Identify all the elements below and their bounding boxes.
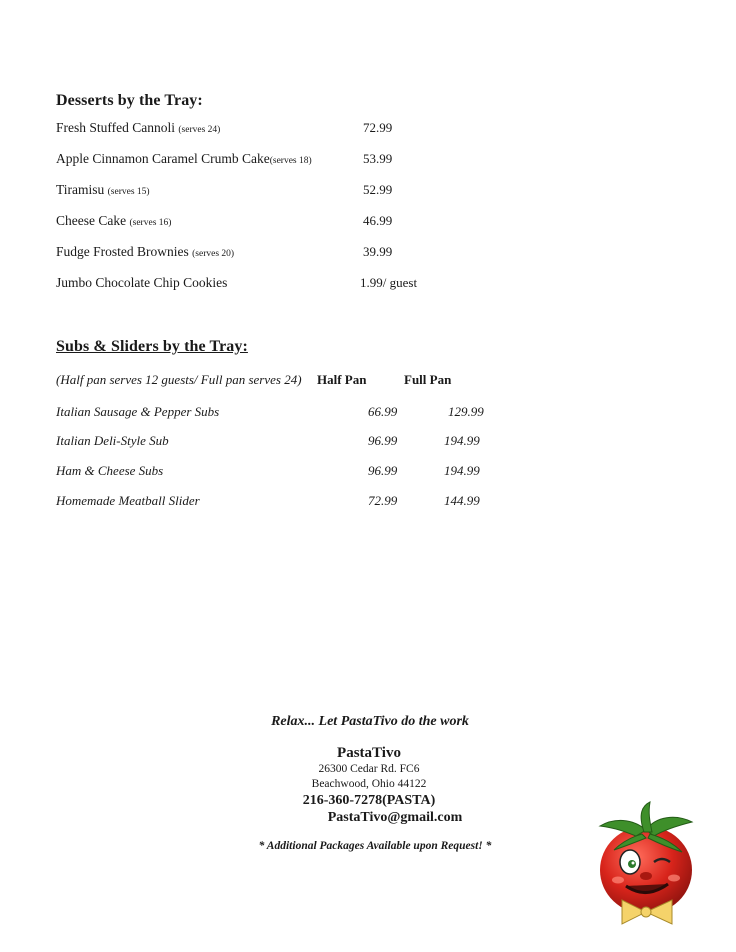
dessert-item [56, 120, 220, 136]
sub-half-price: 66.99 [368, 404, 398, 419]
dessert-item [56, 182, 150, 198]
dessert-item [56, 213, 171, 229]
email-address[interactable]: PastaTivo@gmail.com [327, 810, 463, 825]
business-name: PastaTivo [337, 745, 401, 761]
dessert-name: Cheese Cake [56, 213, 127, 228]
subs-serving-note: (Half pan serves 12 guests/ Full pan serves 24) [56, 372, 302, 387]
dessert-item [56, 151, 312, 167]
dessert-serves: (serves 24) [178, 125, 221, 135]
dessert-name: Tiramisu [56, 182, 105, 197]
sub-item-name: Italian Deli-Style Sub [56, 433, 169, 448]
sub-half-price: 72.99 [368, 493, 398, 508]
sub-full-price: 194.99 [444, 463, 480, 478]
half-pan-header: Half Pan [317, 372, 367, 387]
sub-half-price: 96.99 [368, 433, 398, 448]
dessert-price: 72.99 [363, 120, 393, 135]
dessert-item [56, 244, 234, 260]
dessert-item [56, 275, 227, 291]
dessert-name: Jumbo Chocolate Chip Cookies [56, 275, 228, 290]
subs-heading: Subs & Sliders by the Tray: [56, 338, 248, 355]
sub-item-name: Italian Sausage & Pepper Subs [56, 404, 220, 419]
phone-number: 216-360-7278(PASTA) [302, 793, 436, 808]
desserts-heading: Desserts by the Tray: [56, 92, 203, 109]
full-pan-header: Full Pan [404, 372, 452, 387]
dessert-price: 53.99 [363, 151, 393, 166]
dessert-price: 1.99/ guest [360, 275, 418, 290]
dessert-name: Fudge Frosted Brownies [56, 244, 189, 259]
sub-full-price: 194.99 [444, 433, 480, 448]
dessert-price: 46.99 [363, 213, 393, 228]
sub-item-name: Homemade Meatball Slider [56, 493, 200, 508]
dessert-price: 39.99 [363, 244, 393, 259]
sub-full-price: 129.99 [448, 404, 484, 419]
tomato-body [600, 826, 692, 914]
sub-item-name: Ham & Cheese Subs [56, 463, 164, 478]
dessert-name: Fresh Stuffed Cannoli [56, 120, 175, 135]
sub-full-price: 144.99 [444, 493, 480, 508]
tomato-mascot-icon [592, 800, 704, 928]
address-line-1: 26300 Cedar Rd. FC6 [318, 763, 420, 775]
sub-half-price: 96.99 [368, 463, 398, 478]
packages-note: * Additional Packages Available upon Request! * [258, 840, 492, 852]
dessert-serves: (serves 20) [192, 249, 235, 259]
dessert-serves: (serves 18) [269, 156, 312, 166]
dessert-price: 52.99 [363, 182, 393, 197]
dessert-name: Apple Cinnamon Caramel Crumb Cake [56, 151, 270, 166]
dessert-serves: (serves 15) [107, 187, 150, 197]
dessert-serves: (serves 16) [129, 218, 172, 228]
tagline: Relax... Let PastaTivo do the work [271, 714, 469, 729]
address-line-2: Beachwood, Ohio 44122 [311, 778, 427, 790]
